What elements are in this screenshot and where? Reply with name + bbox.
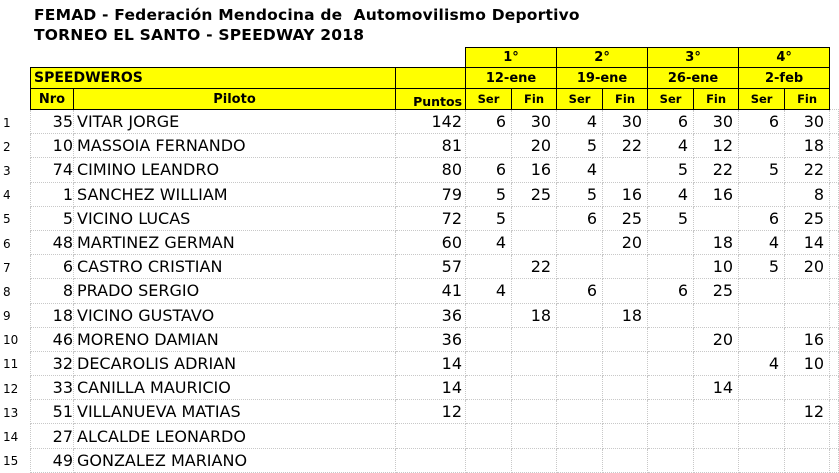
ser-points: 6 [739,206,785,230]
fin-points: 16 [785,327,830,351]
ser-points: 6 [466,110,512,134]
fin-points [603,448,648,472]
fin-points: 10 [785,351,830,375]
table-row [31,424,839,448]
ser-points: 6 [648,279,694,303]
ser-points: 4 [648,134,694,158]
row-index: 14 [3,430,19,445]
fin-points: 20 [512,134,557,158]
pilot-name: VICINO GUSTAVO [74,303,396,327]
ser-points: 5 [739,158,785,182]
pilot-number: 6 [31,255,74,279]
fin-points: 25 [785,206,830,230]
row-index: 5 [3,212,11,227]
ser-points [466,327,512,351]
ser-points: 5 [648,158,694,182]
pilot-number: 32 [31,351,74,375]
fin-points [785,303,830,327]
total-points: 60 [396,230,466,254]
fin-points [512,376,557,400]
table-row [31,134,839,158]
row-index: 8 [3,284,11,299]
ser-header: Ser [648,89,694,110]
fin-points [694,351,739,375]
round-ordinal: 1° [466,48,557,68]
round-ordinal: 2° [557,48,648,68]
row-edge [830,351,839,375]
document-title: FEMAD - Federación Mendocina de Automovilismo Deportivo [34,6,580,24]
row-edge [830,376,839,400]
ser-points [739,182,785,206]
header-blank [830,48,839,68]
row-edge [830,424,839,448]
total-points: 81 [396,134,466,158]
fin-points [785,424,830,448]
ser-points: 5 [466,182,512,206]
pilot-number: 27 [31,424,74,448]
ser-points: 5 [466,206,512,230]
table-row [31,303,839,327]
ser-points [739,376,785,400]
nro-header: Nro [31,89,74,110]
ser-points [466,376,512,400]
ser-points [557,351,603,375]
ser-points [648,400,694,424]
fin-points [512,351,557,375]
ser-points [557,424,603,448]
fin-points: 22 [785,158,830,182]
fin-points: 12 [785,400,830,424]
fin-points: 25 [603,206,648,230]
table-row [31,351,839,375]
ser-points [739,424,785,448]
table-row [31,448,839,472]
fin-points [512,206,557,230]
ser-points [557,376,603,400]
fin-points [603,400,648,424]
fin-header: Fin [694,89,739,110]
pilot-number: 46 [31,327,74,351]
pilot-name: VITAR JORGE [74,110,396,134]
fin-points [785,376,830,400]
total-points: 12 [396,400,466,424]
ser-points [557,230,603,254]
fin-points: 16 [603,182,648,206]
tournament-title: TORNEO EL SANTO - SPEEDWAY 2018 [34,26,365,44]
fin-points [694,206,739,230]
pilot-name: CANILLA MAURICIO [74,376,396,400]
fin-points [694,424,739,448]
table-row [31,400,839,424]
ser-points: 5 [739,255,785,279]
ser-points [739,134,785,158]
ser-points: 4 [739,230,785,254]
fin-points [512,424,557,448]
fin-points: 18 [512,303,557,327]
ser-points: 4 [739,351,785,375]
ser-header: Ser [739,89,785,110]
total-points: 80 [396,158,466,182]
ser-points [466,255,512,279]
total-points: 14 [396,376,466,400]
fin-points [512,279,557,303]
fin-points: 30 [603,110,648,134]
fin-points: 20 [603,230,648,254]
ser-points [739,279,785,303]
row-index: 11 [3,357,19,372]
fin-points [512,400,557,424]
fin-points [603,376,648,400]
ser-points: 4 [557,158,603,182]
ser-points [466,424,512,448]
fin-points [603,351,648,375]
fin-points: 25 [694,279,739,303]
ser-points: 5 [648,206,694,230]
ser-points [557,327,603,351]
row-edge [830,110,839,134]
header-blank [31,48,466,68]
row-edge [830,182,839,206]
ser-points: 6 [557,206,603,230]
row-index: 7 [3,260,11,275]
round-date: 19-ene [557,68,648,89]
fin-points [694,400,739,424]
total-points: 79 [396,182,466,206]
points-header-top [396,68,466,89]
fin-points [785,279,830,303]
fin-points: 12 [694,134,739,158]
table-row [31,255,839,279]
fin-points [603,424,648,448]
row-index: 13 [3,405,19,420]
round-ordinal: 3° [648,48,739,68]
pilot-name: MARTINEZ GERMAN [74,230,396,254]
row-edge [830,158,839,182]
pilot-number: 18 [31,303,74,327]
total-points: 142 [396,110,466,134]
round-date: 12-ene [466,68,557,89]
pilot-number: 8 [31,279,74,303]
fin-points [785,448,830,472]
ser-points [466,448,512,472]
row-index: 9 [3,309,11,324]
fin-points: 16 [694,182,739,206]
row-index: 12 [3,381,19,396]
fin-points: 18 [603,303,648,327]
ser-points [466,351,512,375]
ser-header: Ser [557,89,603,110]
fin-header: Fin [785,89,830,110]
fin-points [694,303,739,327]
ser-points [557,255,603,279]
total-points: 72 [396,206,466,230]
fin-points: 22 [694,158,739,182]
fin-points [512,448,557,472]
fin-points [694,448,739,472]
row-edge [830,255,839,279]
pilot-number: 48 [31,230,74,254]
ser-points [648,327,694,351]
fin-points: 30 [512,110,557,134]
fin-points: 10 [694,255,739,279]
row-index: 4 [3,188,11,203]
ser-points: 6 [466,158,512,182]
pilot-number: 49 [31,448,74,472]
pilot-number: 35 [31,110,74,134]
fin-points: 18 [694,230,739,254]
total-points [396,424,466,448]
fin-points: 14 [785,230,830,254]
ser-points [648,351,694,375]
pilot-name: VILLANUEVA MATIAS [74,400,396,424]
fin-points: 8 [785,182,830,206]
pilot-name: CASTRO CRISTIAN [74,255,396,279]
fin-points: 30 [785,110,830,134]
ser-points: 4 [466,279,512,303]
ser-points [739,400,785,424]
fin-points: 16 [512,158,557,182]
pilot-number: 10 [31,134,74,158]
fin-points: 22 [512,255,557,279]
row-edge [830,327,839,351]
ser-points [739,448,785,472]
row-edge [830,279,839,303]
standings-table [30,47,839,473]
header-blank [830,89,839,110]
fin-points [512,327,557,351]
ser-points: 4 [557,110,603,134]
ser-points [648,424,694,448]
pilot-name: VICINO LUCAS [74,206,396,230]
pilot-name: GONZALEZ MARIANO [74,448,396,472]
table-row [31,158,839,182]
row-edge [830,448,839,472]
fin-points: 20 [785,255,830,279]
pilot-name: SANCHEZ WILLIAM [74,182,396,206]
row-index: 2 [3,139,11,154]
total-points: 36 [396,327,466,351]
ser-points: 6 [739,110,785,134]
pilot-number: 33 [31,376,74,400]
ser-points [466,303,512,327]
table-row [31,230,839,254]
pilot-name: CIMINO LEANDRO [74,158,396,182]
table-row [31,182,839,206]
table-row [31,327,839,351]
ser-points [648,448,694,472]
row-index: 1 [3,115,11,130]
fin-points [603,255,648,279]
fin-points [603,158,648,182]
total-points [396,448,466,472]
row-index: 6 [3,236,11,251]
table-row [31,376,839,400]
ser-points [466,134,512,158]
ser-points [648,255,694,279]
row-index: 10 [3,333,19,348]
pilot-name: PRADO SERGIO [74,279,396,303]
fin-points [512,230,557,254]
row-edge [830,206,839,230]
table-row [31,206,839,230]
total-points: 57 [396,255,466,279]
table-row [31,110,839,134]
ser-points [648,230,694,254]
fin-points: 25 [512,182,557,206]
ser-points: 4 [466,230,512,254]
row-index: 3 [3,163,11,178]
ser-points [739,303,785,327]
table-row [31,279,839,303]
header-blank [830,68,839,89]
fin-points: 20 [694,327,739,351]
ser-points [739,327,785,351]
ser-points [466,400,512,424]
ser-points: 4 [648,182,694,206]
row-edge [830,134,839,158]
pilot-name: MASSOIA FERNANDO [74,134,396,158]
pilot-name: MORENO DAMIAN [74,327,396,351]
total-points: 36 [396,303,466,327]
piloto-header: Piloto [74,89,396,110]
ser-points [648,303,694,327]
pilot-number: 51 [31,400,74,424]
fin-header: Fin [603,89,648,110]
ser-points: 6 [557,279,603,303]
row-edge [830,303,839,327]
ser-points [557,303,603,327]
pilot-number: 1 [31,182,74,206]
ser-points: 5 [557,134,603,158]
row-edge [830,230,839,254]
ser-points: 6 [648,110,694,134]
puntos-header: Puntos [396,89,466,110]
row-index: 15 [3,454,19,469]
total-points: 41 [396,279,466,303]
fin-header: Fin [512,89,557,110]
pilot-name: ALCALDE LEONARDO [74,424,396,448]
pilot-number: 5 [31,206,74,230]
row-edge [830,400,839,424]
ser-points [557,448,603,472]
pilot-number: 74 [31,158,74,182]
round-date: 2-feb [739,68,830,89]
fin-points: 22 [603,134,648,158]
round-ordinal: 4° [739,48,830,68]
fin-points: 14 [694,376,739,400]
fin-points [603,279,648,303]
ser-points [557,400,603,424]
fin-points: 30 [694,110,739,134]
round-date: 26-ene [648,68,739,89]
ser-points: 5 [557,182,603,206]
ser-points [648,376,694,400]
fin-points: 18 [785,134,830,158]
ser-header: Ser [466,89,512,110]
pilot-name: DECAROLIS ADRIAN [74,351,396,375]
fin-points [603,327,648,351]
total-points: 14 [396,351,466,375]
table-title: SPEEDWEROS [31,68,396,89]
